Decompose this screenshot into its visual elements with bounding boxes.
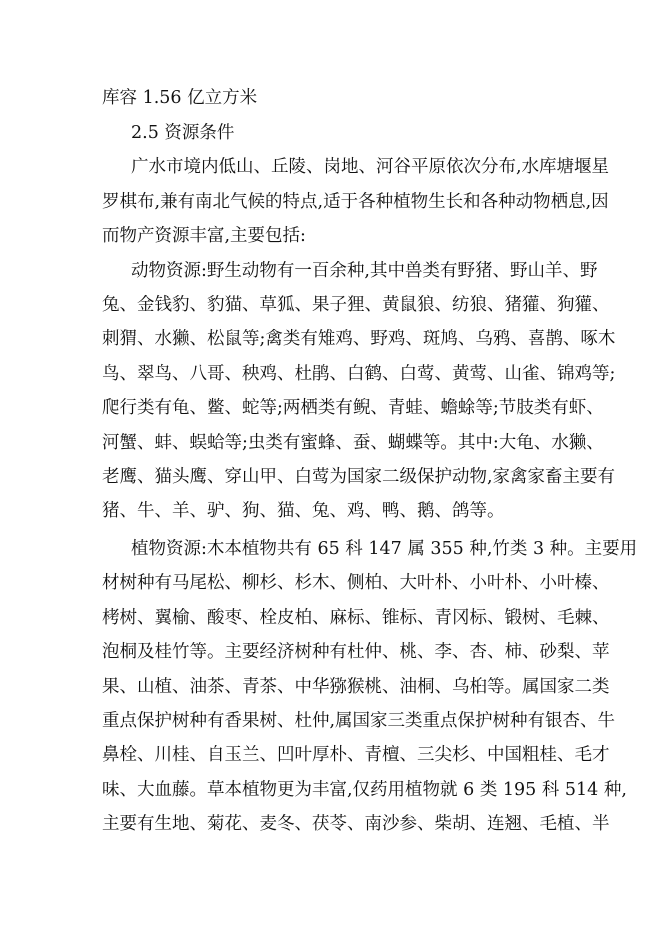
paragraph-line: 而物产资源丰富,主要包括: [102,226,306,246]
paragraph-line: 栲树、翼榆、酸枣、栓皮柏、麻标、锥标、青冈标、锻树、毛棘、 [102,608,610,628]
paragraph-line: 猪、牛、羊、驴、狗、猫、兔、鸡、鸭、鹅、鸽等。 [102,501,505,521]
paragraph-line: 主要有生地、菊花、麦冬、茯苓、南沙参、柴胡、连翘、毛植、半 [102,814,610,834]
paragraph-line: 鸟、翠鸟、八哥、秧鸡、杜鹃、白鹤、白莺、黄莺、山雀、锦鸡等; [102,364,616,384]
text-line-reservoir-capacity: 库容 1.56 亿立方米 [102,88,258,108]
paragraph-line: 刺猬、水獭、松鼠等;禽类有雉鸡、野鸡、斑鸠、乌鸦、喜鹊、啄木 [102,329,616,349]
paragraph-line: 味、大血藤。草本植物更为丰富,仅药用植物就 6 类 195 科 514 种, [102,780,627,800]
paragraph-line: 广水市境内低山、丘陵、岗地、河谷平原依次分布,水库塘堰星 [131,157,610,177]
paragraph-line: 重点保护树种有香果树、杜仲,属国家三类重点保护树种有银杏、牛 [102,711,616,731]
paragraph-line: 植物资源:木本植物共有 65 科 147 属 355 种,竹类 3 种。主要用 [131,539,638,559]
paragraph-line: 爬行类有龟、鳖、蛇等;两栖类有鲵、青蛙、蟾蜍等;节肢类有虾、 [102,398,604,418]
paragraph-line: 河蟹、蚌、蜈蛤等;虫类有蜜蜂、蚕、蝴蝶等。其中:大龟、水獭、 [102,433,604,453]
paragraph-line: 材树种有马尾松、柳杉、杉木、侧柏、大叶朴、小叶朴、小叶榛、 [102,573,610,593]
section-heading-resources: 2.5 资源条件 [131,123,235,143]
paragraph-line: 罗棋布,兼有南北气候的特点,适于各种植物生长和各种动物栖息,因 [102,192,609,212]
paragraph-line: 动物资源:野生动物有一百余种,其中兽类有野猪、野山羊、野 [131,261,598,281]
paragraph-line: 兔、金钱豹、豹猫、草狐、果子狸、黄鼠狼、纺狼、猪獾、狗獾、 [102,295,610,315]
paragraph-line: 鼻栓、川桂、自玉兰、凹叶厚朴、青檀、三尖杉、中国粗桂、毛才 [102,745,610,765]
paragraph-line: 老鹰、猫头鹰、穿山甲、白莺为国家二级保护动物,家禽家畜主要有 [102,467,616,487]
paragraph-line: 泡桐及桂竹等。主要经济树种有杜仲、桃、李、杏、柿、砂梨、苹 [102,642,610,662]
paragraph-line: 果、山植、油茶、青茶、中华猕猴桃、油桐、乌桕等。属国家二类 [102,677,610,697]
